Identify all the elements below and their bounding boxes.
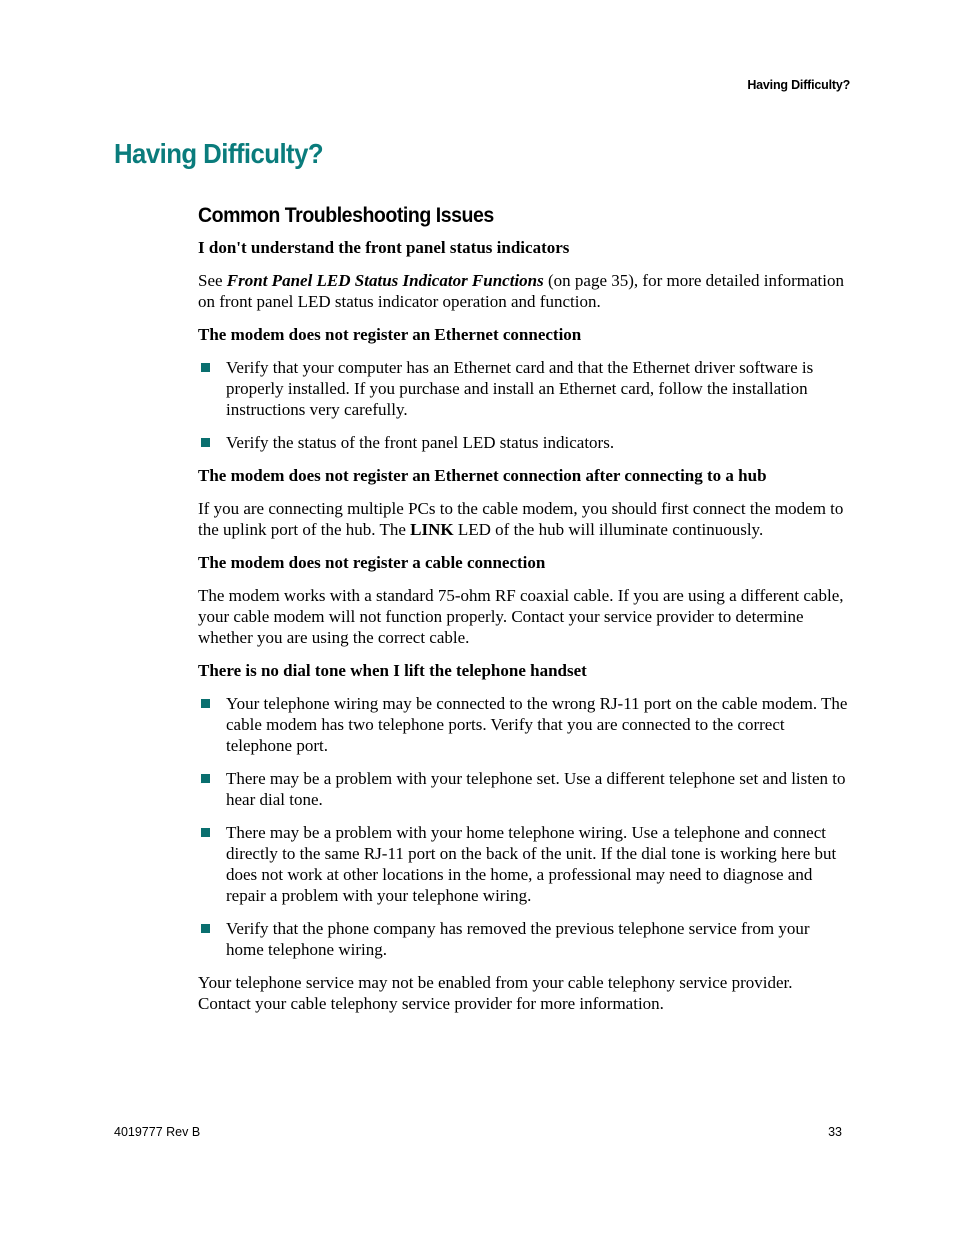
square-bullet-icon bbox=[201, 438, 210, 447]
issue-paragraph-status-indicators bbox=[198, 270, 848, 312]
list-item bbox=[198, 432, 848, 453]
paragraph-text: (on page 35), for more detailed information on front panel LED status indicator operation and function. bbox=[198, 271, 844, 311]
bullet-list-ethernet bbox=[198, 357, 848, 453]
main-content bbox=[198, 203, 848, 1026]
list-item-text: Your telephone wiring may be connected to the wrong RJ-11 port on the cable modem. The cable modem has two telephone ports. Verify that you are connected to the correct telephone port. bbox=[226, 694, 848, 755]
closing-paragraph: Your telephone service may not be enabled from your cable telephony service provider. Contact your cable telephony service provider for more information. bbox=[198, 973, 793, 1013]
square-bullet-icon bbox=[201, 363, 210, 372]
list-item bbox=[198, 693, 848, 756]
bullet-list-dial-tone bbox=[198, 693, 848, 960]
running-header: Having Difficulty? bbox=[747, 78, 850, 92]
section-title: Common Troubleshooting Issues bbox=[198, 204, 494, 227]
issue-heading-ethernet: The modem does not register an Ethernet connection bbox=[198, 325, 582, 344]
square-bullet-icon bbox=[201, 828, 210, 837]
issue-paragraph-cable: The modem works with a standard 75-ohm RF coaxial cable. If you are using a different cable, your cable modem will not function properly. Contact your service provider to determine whether you are using the correct cable. bbox=[198, 586, 844, 647]
cross-reference-link[interactable]: Front Panel LED Status Indicator Functions bbox=[226, 271, 544, 290]
page-title: Having Difficulty? bbox=[114, 138, 324, 169]
paragraph-text: See bbox=[198, 271, 227, 290]
issue-heading-dial-tone: There is no dial tone when I lift the telephone handset bbox=[198, 661, 587, 680]
list-item bbox=[198, 357, 848, 420]
list-item bbox=[198, 822, 848, 906]
issue-paragraph-hub bbox=[198, 498, 848, 540]
list-item-text: There may be a problem with your home telephone wiring. Use a telephone and connect directly to the same RJ-11 port on the back of the unit. If the dial tone is working here but does not work at other locations in the home, a professional may need to diagnose and repair a problem with your telephone wiring. bbox=[226, 823, 837, 905]
footer-page-number: 33 bbox=[828, 1125, 842, 1139]
square-bullet-icon bbox=[201, 699, 210, 708]
square-bullet-icon bbox=[201, 774, 210, 783]
list-item-text: There may be a problem with your telephone set. Use a different telephone set and listen to hear dial tone. bbox=[226, 769, 846, 809]
list-item-text: Verify that the phone company has removed the previous telephone service from your home telephone wiring. bbox=[226, 919, 810, 959]
list-item-text: Verify the status of the front panel LED status indicators. bbox=[226, 433, 615, 452]
footer-doc-number: 4019777 Rev B bbox=[114, 1125, 201, 1139]
issue-heading-status-indicators: I don't understand the front panel status indicators bbox=[198, 238, 570, 257]
paragraph-text: LED of the hub will illuminate continuously. bbox=[453, 520, 764, 539]
list-item-text: Verify that your computer has an Ethernet card and that the Ethernet driver software is properly installed. If you purchase and install an Ethernet card, follow the installation instructions very carefully. bbox=[226, 358, 814, 419]
list-item bbox=[198, 918, 848, 960]
link-led-label: LINK bbox=[410, 520, 454, 539]
list-item bbox=[198, 768, 848, 810]
paragraph-text: If you are connecting multiple PCs to the cable modem, you should first connect the modem to the uplink port of the hub. The bbox=[198, 499, 844, 539]
square-bullet-icon bbox=[201, 924, 210, 933]
issue-heading-cable: The modem does not register a cable connection bbox=[198, 553, 546, 572]
issue-heading-hub: The modem does not register an Ethernet connection after connecting to a hub bbox=[198, 466, 767, 485]
